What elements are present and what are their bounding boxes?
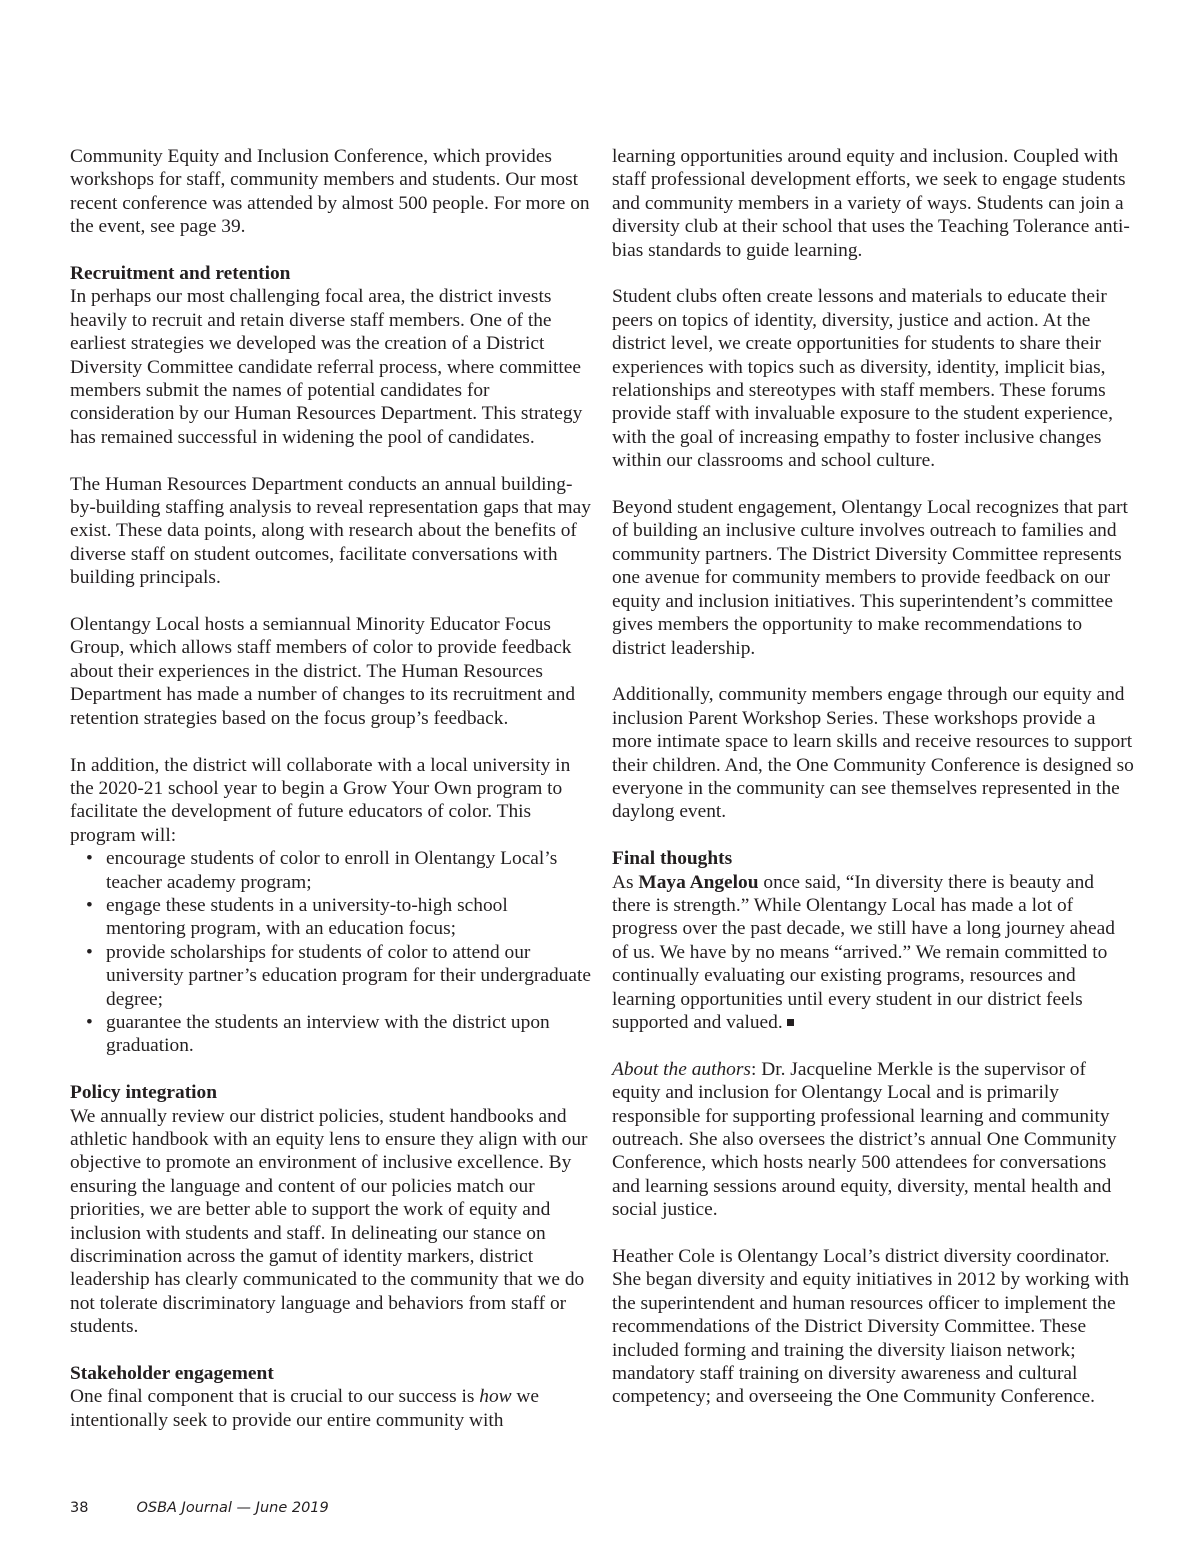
final-text-b: once said, “In diversity there is beauty and there is strength.” While Olentangy Local has made a lot of progress over the past decade, we still have a long journey ahead of us. We have by no means “arrived.” We remain committed to continually evaluating our existing programs, resources and learning opportunities until every student in our district feels supported and valued. <box>612 871 1115 1033</box>
heading-policy: Policy integration <box>70 1082 218 1104</box>
final-quote-author: Maya Angelou <box>638 871 759 893</box>
stakeholder-text-b: we intentionally seek to provide our entire community with <box>70 1386 540 1431</box>
end-mark-icon <box>787 1019 794 1026</box>
student-clubs-paragraph: Student clubs often create lessons and materials to educate their peers on topics of identity, diversity, justice and action. At the district level, we create opportunities for students to share their experiences with topics such as diversity, identity, implicit bias, relationships and stereotypes with staff members. These forums provide staff with invaluable exposure to the student experience, with the goal of increasing empathy to foster inclusive changes within our classrooms and school culture. <box>612 286 1113 472</box>
stakeholder-paragraph <box>70 1385 592 1432</box>
stakeholder-text-a: One final component that is crucial to our success is <box>70 1386 480 1408</box>
left-column <box>70 145 592 1432</box>
bullet-item: • guarantee the students an interview with the district upon graduation. <box>106 1011 592 1058</box>
bullet-item: • provide scholarships for students of color to attend our university partner’s education program for their undergraduate degree; <box>106 941 592 1011</box>
page-number: 38 <box>70 1500 89 1516</box>
intro-paragraph: Community Equity and Inclusion Conference, which provides workshops for staff, community members and students. Our most recent conference was attended by almost 500 people. For more on the event, see page 39. <box>70 146 590 238</box>
stakeholder-emphasis: how <box>479 1386 512 1408</box>
bullet-item: • engage these students in a university-to-high school mentoring program, with an education focus; <box>106 894 592 941</box>
heading-final-thoughts: Final thoughts <box>612 848 733 870</box>
beyond-engagement-paragraph: Beyond student engagement, Olentangy Local recognizes that part of building an inclusive culture involves outreach to families and community partners. The District Diversity Committee represents one avenue for community members to provide feedback on our equity and inclusion initiatives. This superintendent’s committee gives members the opportunity to make recommendations to district leadership. <box>612 497 1128 659</box>
final-thoughts-paragraph <box>612 871 1134 1035</box>
continuation-paragraph: learning opportunities around equity and inclusion. Coupled with staff professional development efforts, we seek to engage students and community members in a variety of ways. Students can join a diversity club at their school that uses the Teaching Tolerance anti-bias standards to guide learning. <box>612 146 1130 261</box>
heading-stakeholder: Stakeholder engagement <box>70 1363 274 1385</box>
final-text-a: As <box>612 871 639 893</box>
recruitment-paragraph-2: The Human Resources Department conducts an annual building-by-building staffing analysis to reveal representation gaps that may exist. These data points, along with research about the benefits of diverse staff on student outcomes, facilitate conversations with building principals. <box>70 473 591 589</box>
recruitment-paragraph-3: Olentangy Local hosts a semiannual Minority Educator Focus Group, which allows staff members of color to provide feedback about their experiences in the district. The Human Resources Department has made a number of changes to its recruitment and retention strategies based on the focus group’s feedback. <box>70 614 576 729</box>
additionally-paragraph: Additionally, community members engage through our equity and inclusion Parent Workshop Series. These workshops provide a more intimate space to learn skills and receive resources to support their children. And, the One Community Conference is designed so everyone in the community can see themselves represented in the daylong event. <box>612 684 1134 823</box>
about-authors-paragraph <box>612 1058 1134 1222</box>
journal-title: OSBA Journal — June 2019 <box>136 1500 329 1516</box>
about-authors-label: About the authors <box>612 1058 751 1080</box>
recruitment-paragraph-1: In perhaps our most challenging focal area, the district invests heavily to recruit and retain diverse staff members. One of the earliest strategies we developed was the creation of a District Diversity Committee candidate referral process, where committee members submit the names of potential candidates for consideration by our Human Resources Department. This strategy has remained successful in widening the pool of candidates. <box>70 286 583 448</box>
recruitment-paragraph-4: In addition, the district will collaborate with a local university in the 2020-21 school year to begin a Grow Your Own program to facilitate the development of future educators of color. This program will: <box>70 754 571 846</box>
page-footer <box>70 1500 329 1516</box>
bullet-item: • encourage students of color to enroll in Olentangy Local’s teacher academy program; <box>106 847 592 894</box>
heather-cole-paragraph: Heather Cole is Olentangy Local’s district diversity coordinator. She began diversity and equity initiatives in 2012 by working with the superintendent and human resources officer to implement the recommendations of the District Diversity Committee. These included forming and training the diversity liaison network; mandatory staff training on diversity awareness and cultural competency; and overseeing the One Community Conference. <box>612 1246 1130 1408</box>
policy-paragraph: We annually review our district policies, student handbooks and athletic handbook with an equity lens to ensure they align with our objective to promote an environment of inclusive excellence. By ensuring the language and content of our policies match our priorities, we are better able to support the work of equity and inclusion with students and staff. In delineating our stance on discrimination across the gamut of identity markers, district leadership has clearly communicated to the community that we do not tolerate discriminatory language and behaviors from staff or students. <box>70 1105 588 1338</box>
program-bullet-list <box>70 847 592 1058</box>
right-column <box>612 145 1134 1409</box>
heading-recruitment: Recruitment and retention <box>70 263 291 285</box>
about-authors-text: : Dr. Jacqueline Merkle is the supervisor of equity and inclusion for Olentangy Local and is primarily responsible for supporting professional learning and community outreach. She also oversees the district’s annual One Community Conference, which hosts nearly 500 attendees for conversations and learning sessions around equity, diversity, mental health and social justice. <box>612 1058 1117 1221</box>
